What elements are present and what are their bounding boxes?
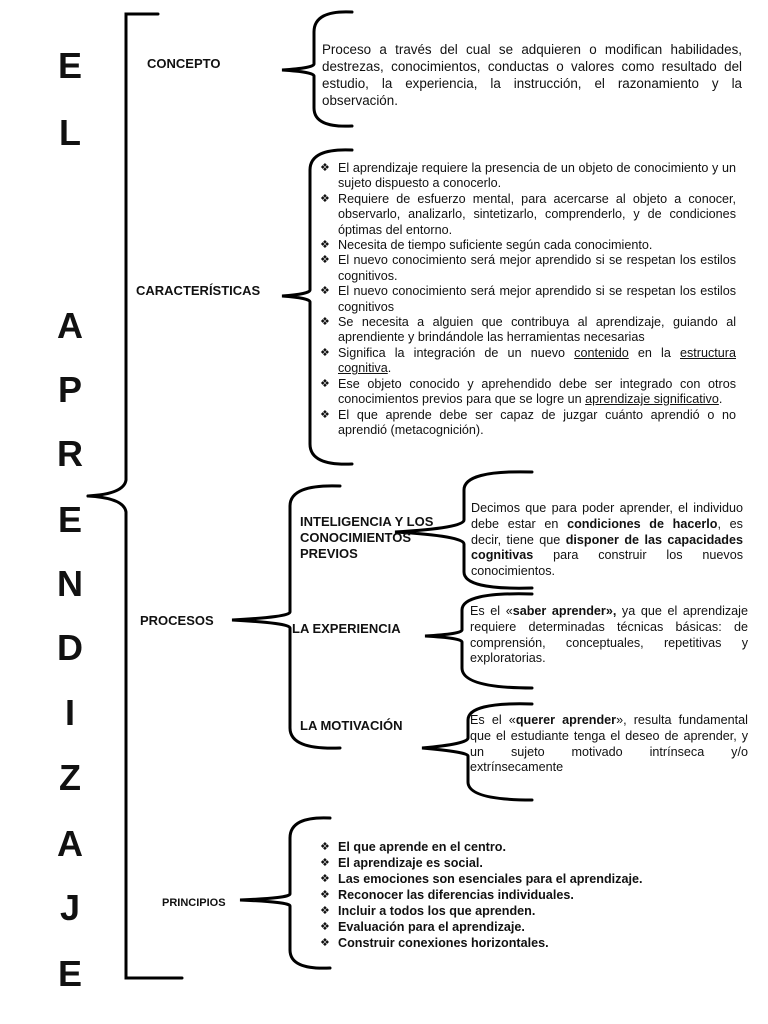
- inteligencia-text: Decimos que para poder aprender, el individuo debe estar en condiciones de hacerlo, es decir, tiene que disponer de las capacidades cognitivas para construir los nuevos conocimientos.: [471, 501, 743, 579]
- caracteristicas-list: [316, 161, 736, 438]
- title-letter-l: L: [59, 112, 81, 153]
- caracteristicas-label: CARACTERÍSTICAS: [136, 283, 261, 298]
- motivacion-label: LA MOTIVACIÓN: [300, 718, 403, 733]
- title-letter-j: J: [59, 887, 81, 928]
- motivacion-text: Es el «querer aprender», resulta fundamental que el estudiante tenga el deseo de aprender, y un sujeto motivado intrínseca y/o extrínsecamente: [470, 713, 748, 775]
- list-item: ❖ El aprendizaje requiere la presencia de un objeto de conocimiento y un sujeto dispuesto a conocerlo.: [320, 161, 736, 191]
- experiencia-text: Es el «saber aprender», ya que el aprendizaje requiere determinadas técnicas básicas: de comprensión, conceptuales, repetitivas y exploratorias.: [470, 604, 748, 666]
- concepto-text: Proceso a través del cual se adquieren o modifican habilidades, destrezas, conocimientos, conductas o valores como resultado del estudio, la experiencia, la instrucción, el razonamiento y la observación.: [322, 42, 742, 108]
- estructura-cognitiva-link[interactable]: estructura cognitiva: [338, 345, 736, 376]
- title-letter-i: I: [64, 692, 75, 733]
- list-item: ❖ Se necesita a alguien que contribuya al aprendizaje, guiando al aprendiente y brindándole las herramientas necesarias: [320, 315, 736, 345]
- list-item: ❖ El nuevo conocimiento será mejor aprendido si se respetan los estilos cognitivos.: [320, 253, 736, 283]
- title-letter-n: N: [57, 563, 83, 604]
- list-item: ❖ Significa la integración de un nuevo contenido en la estructura cognitiva.: [320, 345, 736, 376]
- list-item: ❖ El aprendizaje es social.: [320, 856, 483, 870]
- title-letter-e2: E: [57, 499, 82, 540]
- principios-list: [316, 839, 716, 951]
- title-letter-r: R: [57, 433, 83, 474]
- aprendizaje-significativo-link[interactable]: aprendizaje significativo: [585, 392, 719, 407]
- title-letter-e: E: [57, 45, 82, 86]
- title-letter-p: P: [57, 369, 82, 410]
- list-item: ❖ Incluir a todos los que aprenden.: [320, 904, 536, 918]
- main-bracket-top: [88, 14, 158, 496]
- title-letter-d: D: [57, 627, 83, 668]
- list-item: ❖ Ese objeto conocido y aprehendido debe ser integrado con otros conocimientos previos para que se logre un aprendizaje significativo.: [320, 376, 736, 407]
- list-item: ❖ Las emociones son esenciales para el aprendizaje.: [320, 872, 643, 886]
- list-item: ❖ Necesita de tiempo suficiente según cada conocimiento.: [320, 238, 653, 253]
- procesos-label: PROCESOS: [140, 613, 214, 628]
- title-letter-a: A: [57, 305, 83, 346]
- list-item: ❖ El que aprende debe ser capaz de juzgar cuánto aprendió o no aprendió (metacognición).: [320, 407, 736, 437]
- list-item: ❖ Construir conexiones horizontales.: [320, 936, 549, 950]
- list-item: ❖ Requiere de esfuerzo mental, para acercarse al objeto a conocer, observarlo, analizarlo, sintetizarlo, comprenderlo, y de condiciones óptimas del entorno.: [320, 191, 736, 237]
- list-item: ❖ Evaluación para el aprendizaje.: [320, 920, 525, 934]
- list-item: ❖ Reconocer las diferencias individuales.: [320, 888, 574, 902]
- title-letter-e3: E: [57, 953, 82, 994]
- contenido-link[interactable]: contenido: [574, 345, 629, 360]
- inteligencia-label: INTELIGENCIA Y LOS CONOCIMIENTOS PREVIOS: [300, 514, 434, 561]
- list-item: ❖ El que aprende en el centro.: [320, 840, 506, 854]
- principios-label: PRINCIPIOS: [162, 897, 226, 909]
- list-item: ❖ El nuevo conocimiento será mejor aprendido si se respetan los estilos cognitivos: [320, 284, 736, 314]
- title-letter-a2: A: [57, 823, 83, 864]
- experiencia-label: LA EXPERIENCIA: [292, 621, 401, 636]
- title-letter-z: Z: [59, 757, 81, 798]
- concepto-label: CONCEPTO: [147, 56, 221, 71]
